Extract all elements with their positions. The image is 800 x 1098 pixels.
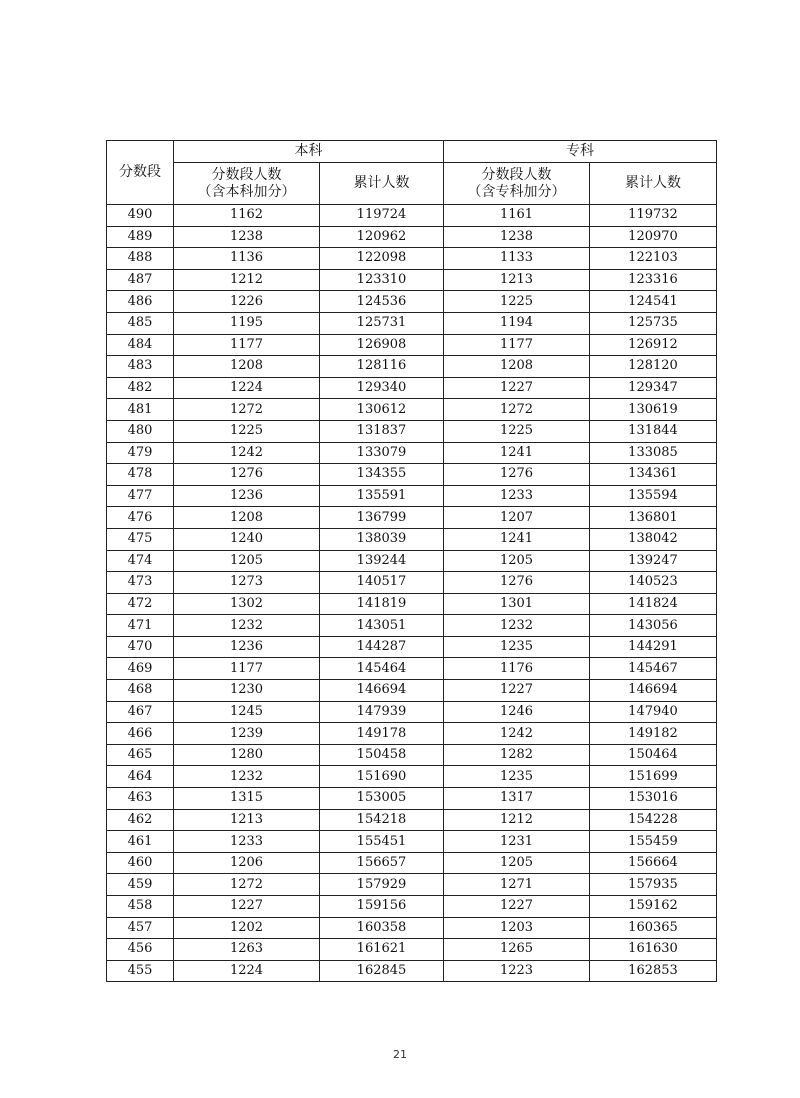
benke-count-cell: 1232 <box>174 615 320 637</box>
benke-cumulative-cell: 145464 <box>320 658 444 680</box>
table-row <box>107 960 717 982</box>
score-cell: 474 <box>107 550 174 572</box>
benke-cumulative-cell: 155451 <box>320 831 444 853</box>
table-row <box>107 615 717 637</box>
score-cell: 484 <box>107 334 174 356</box>
zhuanke-cumulative-cell: 119732 <box>590 205 717 227</box>
score-cell: 483 <box>107 356 174 378</box>
zhuanke-cumulative-cell: 160365 <box>590 917 717 939</box>
zhuanke-cumulative-cell: 149182 <box>590 723 717 745</box>
table-row <box>107 399 717 421</box>
benke-cumulative-cell: 131837 <box>320 420 444 442</box>
page-number: 21 <box>393 1048 407 1061</box>
score-cell: 486 <box>107 291 174 313</box>
zhuanke-cumulative-cell: 145467 <box>590 658 717 680</box>
score-cell: 468 <box>107 680 174 702</box>
table-row <box>107 572 717 594</box>
table-row <box>107 312 717 334</box>
benke-cumulative-cell: 133079 <box>320 442 444 464</box>
benke-cumulative-cell: 123310 <box>320 269 444 291</box>
score-cell: 478 <box>107 464 174 486</box>
table-row <box>107 680 717 702</box>
zhuanke-cumulative-cell: 151699 <box>590 766 717 788</box>
score-cell: 460 <box>107 852 174 874</box>
zhuanke-cumulative-cell: 122103 <box>590 248 717 270</box>
benke-count-cell: 1206 <box>174 852 320 874</box>
zhuanke-cumulative-cell: 120970 <box>590 226 717 248</box>
zhuanke-count-cell: 1225 <box>444 420 590 442</box>
zhuanke-count-cell: 1231 <box>444 831 590 853</box>
zhuanke-count-cell: 1223 <box>444 960 590 982</box>
benke-count-cell: 1245 <box>174 701 320 723</box>
score-cell: 470 <box>107 636 174 658</box>
benke-count-cell: 1205 <box>174 550 320 572</box>
benke-count-cell: 1208 <box>174 356 320 378</box>
benke-count-cell: 1225 <box>174 420 320 442</box>
zhuanke-count-cell: 1205 <box>444 550 590 572</box>
benke-cumulative-cell: 161621 <box>320 939 444 961</box>
benke-count-header <box>174 163 320 205</box>
zhuanke-count-cell: 1232 <box>444 615 590 637</box>
zhuanke-count-cell: 1317 <box>444 788 590 810</box>
benke-count-cell: 1272 <box>174 874 320 896</box>
score-cell: 479 <box>107 442 174 464</box>
score-cell: 469 <box>107 658 174 680</box>
benke-cumulative-cell: 162845 <box>320 960 444 982</box>
zhuanke-count-cell: 1271 <box>444 874 590 896</box>
zhuanke-count-cell: 1205 <box>444 852 590 874</box>
zhuanke-cumulative-cell: 133085 <box>590 442 717 464</box>
zhuanke-count-cell: 1241 <box>444 442 590 464</box>
benke-count-header-line1: 分数段人数 <box>211 166 282 183</box>
zhuanke-count-cell: 1227 <box>444 896 590 918</box>
header-sub-row <box>107 163 717 205</box>
zhuanke-count-cell: 1246 <box>444 701 590 723</box>
score-cell: 487 <box>107 269 174 291</box>
zhuanke-cumulative-cell: 134361 <box>590 464 717 486</box>
table-row <box>107 701 717 723</box>
benke-cumulative-cell: 122098 <box>320 248 444 270</box>
zhuanke-cumulative-cell: 141824 <box>590 593 717 615</box>
benke-count-cell: 1162 <box>174 205 320 227</box>
benke-cumulative-cell: 157929 <box>320 874 444 896</box>
table-row <box>107 744 717 766</box>
zhuanke-count-header <box>444 163 590 205</box>
table-row <box>107 442 717 464</box>
zhuanke-cumulative-cell: 125735 <box>590 312 717 334</box>
score-cell: 461 <box>107 831 174 853</box>
zhuanke-count-cell: 1235 <box>444 636 590 658</box>
score-cell: 464 <box>107 766 174 788</box>
benke-cumulative-header: 累计人数 <box>320 163 444 205</box>
score-cell: 465 <box>107 744 174 766</box>
score-cell: 489 <box>107 226 174 248</box>
score-cell: 476 <box>107 507 174 529</box>
benke-count-cell: 1224 <box>174 960 320 982</box>
benke-count-cell: 1272 <box>174 399 320 421</box>
score-cell: 456 <box>107 939 174 961</box>
benke-count-cell: 1232 <box>174 766 320 788</box>
zhuanke-count-cell: 1282 <box>444 744 590 766</box>
table-row <box>107 723 717 745</box>
zhuanke-count-cell: 1227 <box>444 377 590 399</box>
score-cell: 480 <box>107 420 174 442</box>
benke-cumulative-cell: 139244 <box>320 550 444 572</box>
zhuanke-cumulative-cell: 124541 <box>590 291 717 313</box>
benke-count-cell: 1236 <box>174 485 320 507</box>
table-row <box>107 269 717 291</box>
score-column-header: 分数段 <box>107 141 174 205</box>
benke-cumulative-cell: 120962 <box>320 226 444 248</box>
benke-count-cell: 1273 <box>174 572 320 594</box>
zhuanke-cumulative-cell: 156664 <box>590 852 717 874</box>
score-cell: 471 <box>107 615 174 637</box>
benke-cumulative-cell: 136799 <box>320 507 444 529</box>
zhuanke-cumulative-header: 累计人数 <box>590 163 717 205</box>
zhuanke-count-cell: 1241 <box>444 528 590 550</box>
table-row <box>107 334 717 356</box>
zhuanke-count-cell: 1194 <box>444 312 590 334</box>
zhuanke-cumulative-cell: 159162 <box>590 896 717 918</box>
zhuanke-count-cell: 1176 <box>444 658 590 680</box>
score-distribution-table <box>106 140 717 982</box>
zhuanke-count-cell: 1203 <box>444 917 590 939</box>
zhuanke-count-cell: 1235 <box>444 766 590 788</box>
zhuanke-count-cell: 1276 <box>444 572 590 594</box>
benke-cumulative-cell: 128116 <box>320 356 444 378</box>
benke-cumulative-cell: 147939 <box>320 701 444 723</box>
zhuanke-cumulative-cell: 144291 <box>590 636 717 658</box>
score-cell: 488 <box>107 248 174 270</box>
score-cell: 457 <box>107 917 174 939</box>
benke-cumulative-cell: 144287 <box>320 636 444 658</box>
zhuanke-cumulative-cell: 143056 <box>590 615 717 637</box>
benke-count-cell: 1224 <box>174 377 320 399</box>
score-cell: 472 <box>107 593 174 615</box>
benke-cumulative-cell: 151690 <box>320 766 444 788</box>
benke-count-cell: 1226 <box>174 291 320 313</box>
zhuanke-count-cell: 1301 <box>444 593 590 615</box>
zhuanke-cumulative-cell: 153016 <box>590 788 717 810</box>
score-cell: 490 <box>107 205 174 227</box>
benke-cumulative-cell: 159156 <box>320 896 444 918</box>
score-cell: 462 <box>107 809 174 831</box>
zhuanke-cumulative-cell: 138042 <box>590 528 717 550</box>
zhuanke-cumulative-cell: 140523 <box>590 572 717 594</box>
table-header <box>107 141 717 205</box>
zhuanke-count-cell: 1227 <box>444 680 590 702</box>
zhuanke-cumulative-cell: 129347 <box>590 377 717 399</box>
zhuanke-count-cell: 1213 <box>444 269 590 291</box>
zhuanke-cumulative-cell: 146694 <box>590 680 717 702</box>
benke-cumulative-cell: 135591 <box>320 485 444 507</box>
table-row <box>107 917 717 939</box>
zhuanke-cumulative-cell: 150464 <box>590 744 717 766</box>
zhuanke-count-cell: 1272 <box>444 399 590 421</box>
header-group-row <box>107 141 717 163</box>
score-cell: 458 <box>107 896 174 918</box>
zhuanke-count-header-line2: （含专科加分） <box>467 183 566 200</box>
benke-cumulative-cell: 156657 <box>320 852 444 874</box>
table-row <box>107 809 717 831</box>
benke-cumulative-cell: 141819 <box>320 593 444 615</box>
table-row <box>107 831 717 853</box>
benke-cumulative-cell: 138039 <box>320 528 444 550</box>
zhuanke-count-cell: 1133 <box>444 248 590 270</box>
table-row <box>107 550 717 572</box>
zhuanke-count-cell: 1225 <box>444 291 590 313</box>
table-row <box>107 896 717 918</box>
benke-count-cell: 1280 <box>174 744 320 766</box>
score-cell: 482 <box>107 377 174 399</box>
zhuanke-cumulative-cell: 130619 <box>590 399 717 421</box>
zhuanke-cumulative-cell: 123316 <box>590 269 717 291</box>
zhuanke-count-cell: 1161 <box>444 205 590 227</box>
table-row <box>107 852 717 874</box>
zhuanke-cumulative-cell: 157935 <box>590 874 717 896</box>
benke-count-cell: 1230 <box>174 680 320 702</box>
benke-count-header-line2: （含本科加分） <box>197 183 296 200</box>
score-cell: 481 <box>107 399 174 421</box>
table-row <box>107 205 717 227</box>
benke-cumulative-cell: 140517 <box>320 572 444 594</box>
table-row <box>107 528 717 550</box>
zhuanke-count-cell: 1208 <box>444 356 590 378</box>
benke-count-cell: 1195 <box>174 312 320 334</box>
score-cell: 466 <box>107 723 174 745</box>
benke-count-cell: 1239 <box>174 723 320 745</box>
table-row <box>107 291 717 313</box>
benke-count-cell: 1233 <box>174 831 320 853</box>
table-row <box>107 464 717 486</box>
benke-count-cell: 1227 <box>174 896 320 918</box>
table-body <box>107 205 717 982</box>
benke-cumulative-cell: 149178 <box>320 723 444 745</box>
benke-count-cell: 1315 <box>174 788 320 810</box>
score-cell: 485 <box>107 312 174 334</box>
benke-count-cell: 1240 <box>174 528 320 550</box>
zhuanke-cumulative-cell: 135594 <box>590 485 717 507</box>
zhuanke-cumulative-cell: 162853 <box>590 960 717 982</box>
table-row <box>107 636 717 658</box>
benke-count-cell: 1177 <box>174 658 320 680</box>
zhuanke-cumulative-cell: 128120 <box>590 356 717 378</box>
score-cell: 459 <box>107 874 174 896</box>
benke-count-cell: 1263 <box>174 939 320 961</box>
table-row <box>107 766 717 788</box>
benke-cumulative-cell: 119724 <box>320 205 444 227</box>
benke-count-cell: 1208 <box>174 507 320 529</box>
table-row <box>107 420 717 442</box>
benke-cumulative-cell: 150458 <box>320 744 444 766</box>
benke-group-header: 本科 <box>174 141 444 163</box>
table-row <box>107 939 717 961</box>
benke-count-cell: 1136 <box>174 248 320 270</box>
benke-cumulative-cell: 154218 <box>320 809 444 831</box>
zhuanke-cumulative-cell: 147940 <box>590 701 717 723</box>
zhuanke-cumulative-cell: 155459 <box>590 831 717 853</box>
benke-cumulative-cell: 153005 <box>320 788 444 810</box>
benke-cumulative-cell: 129340 <box>320 377 444 399</box>
benke-cumulative-cell: 124536 <box>320 291 444 313</box>
score-cell: 477 <box>107 485 174 507</box>
zhuanke-group-header: 专科 <box>444 141 717 163</box>
zhuanke-cumulative-cell: 136801 <box>590 507 717 529</box>
benke-count-cell: 1302 <box>174 593 320 615</box>
zhuanke-cumulative-cell: 126912 <box>590 334 717 356</box>
zhuanke-count-cell: 1212 <box>444 809 590 831</box>
table-row <box>107 485 717 507</box>
benke-cumulative-cell: 125731 <box>320 312 444 334</box>
zhuanke-count-cell: 1233 <box>444 485 590 507</box>
benke-cumulative-cell: 160358 <box>320 917 444 939</box>
zhuanke-cumulative-cell: 139247 <box>590 550 717 572</box>
score-cell: 473 <box>107 572 174 594</box>
benke-count-cell: 1236 <box>174 636 320 658</box>
benke-count-cell: 1202 <box>174 917 320 939</box>
score-cell: 455 <box>107 960 174 982</box>
zhuanke-count-cell: 1207 <box>444 507 590 529</box>
table-row <box>107 356 717 378</box>
zhuanke-cumulative-cell: 161630 <box>590 939 717 961</box>
score-cell: 475 <box>107 528 174 550</box>
benke-count-cell: 1177 <box>174 334 320 356</box>
table-row <box>107 593 717 615</box>
zhuanke-count-cell: 1276 <box>444 464 590 486</box>
score-cell: 463 <box>107 788 174 810</box>
benke-count-cell: 1242 <box>174 442 320 464</box>
benke-cumulative-cell: 134355 <box>320 464 444 486</box>
table-row <box>107 248 717 270</box>
zhuanke-count-cell: 1242 <box>444 723 590 745</box>
benke-cumulative-cell: 130612 <box>320 399 444 421</box>
zhuanke-count-cell: 1265 <box>444 939 590 961</box>
score-distribution-table-container <box>106 140 716 982</box>
benke-cumulative-cell: 146694 <box>320 680 444 702</box>
table-row <box>107 226 717 248</box>
benke-cumulative-cell: 126908 <box>320 334 444 356</box>
score-cell: 467 <box>107 701 174 723</box>
table-row <box>107 507 717 529</box>
zhuanke-count-header-line1: 分数段人数 <box>481 166 552 183</box>
zhuanke-cumulative-cell: 131844 <box>590 420 717 442</box>
table-row <box>107 788 717 810</box>
benke-count-cell: 1276 <box>174 464 320 486</box>
table-row <box>107 874 717 896</box>
zhuanke-count-cell: 1238 <box>444 226 590 248</box>
benke-cumulative-cell: 143051 <box>320 615 444 637</box>
table-row <box>107 377 717 399</box>
zhuanke-count-cell: 1177 <box>444 334 590 356</box>
table-row <box>107 658 717 680</box>
benke-count-cell: 1238 <box>174 226 320 248</box>
benke-count-cell: 1213 <box>174 809 320 831</box>
zhuanke-cumulative-cell: 154228 <box>590 809 717 831</box>
benke-count-cell: 1212 <box>174 269 320 291</box>
